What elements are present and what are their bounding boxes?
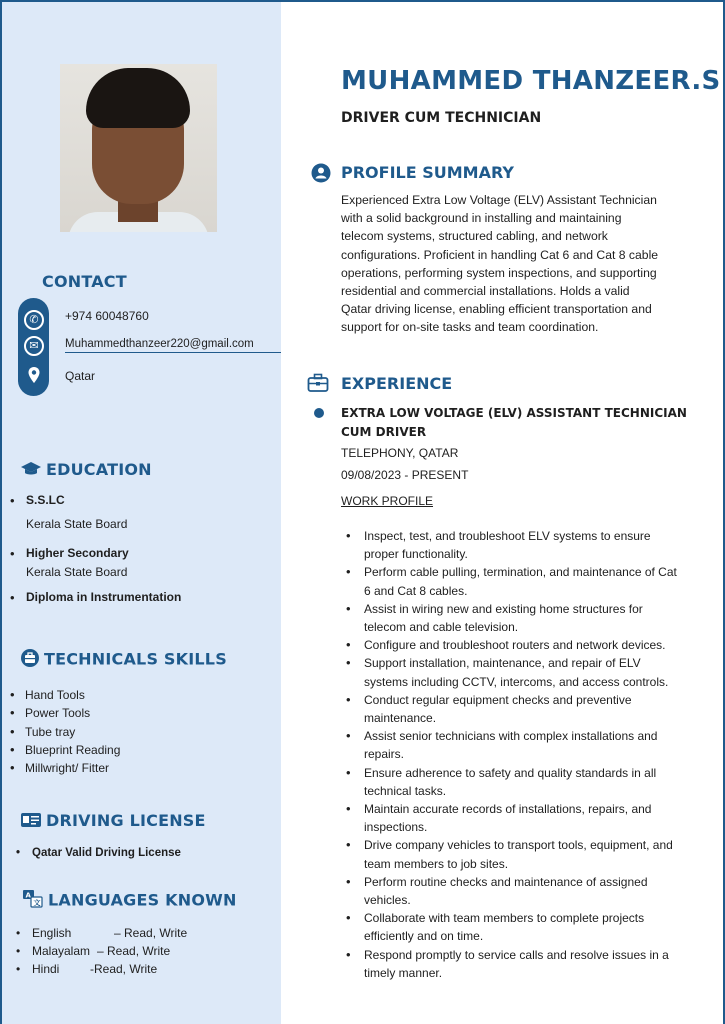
duties-list [344,527,714,982]
language-level: – Read, Write [114,926,188,940]
email-divider [65,352,281,353]
language-name: Malayalam [32,944,91,958]
summary-line: with a solid background in installing and maintaining [341,211,622,226]
duty-line: efficiently and on time. [364,929,484,944]
job-title-line: EXTRA LOW VOLTAGE (ELV) ASSISTANT TECHNICIAN [341,406,687,420]
education-degree: Higher Secondary [26,546,129,560]
sidebar: CONTACT ✆ ✉ +974 60048760 Muhammedthanzeer220@gmail.com Qatar EDUCATION • S.S.LC Kerala State Board • Higher Secondary Kerala State Board • Diploma in Instrumentation TECHNICALS SKILLS • Hand Tools • Power Tools • Tube tray • Blueprint Reading • Millwright/ Fitter DRIVING LICENSE • Qatar Valid Driving License A 文 LANGUAGES KNOWN • English – Read, Write • Malayalam – Read, Write • Hindi -Read, Write [2,2,281,1024]
person-role: DRIVER CUM TECHNICIAN [341,110,542,126]
summary-line: telecom systems, structured cabling, and network [341,229,608,244]
duty-item [344,800,714,836]
duty-line: • Maintain accurate records of installations, repairs, and [364,802,652,817]
skills-list [10,686,120,777]
driving-heading [20,811,206,832]
duty-line: vehicles. [364,893,411,908]
person-name: MUHAMMED THANZEER.S [341,66,721,96]
skill-item: • Blueprint Reading [10,741,120,759]
driving-heading-label: DRIVING LICENSE [46,811,206,830]
duty-line: inspections. [364,820,428,835]
education-heading [20,460,152,481]
duty-line: • Collaborate with team members to complete projects [364,911,645,926]
duty-line: technical tasks. [364,783,447,798]
profile-summary-heading: PROFILE SUMMARY [341,163,514,182]
work-profile-label: WORK PROFILE [341,494,434,508]
driving-license-text: Qatar Valid Driving License [32,847,181,859]
duty-item [344,727,714,763]
summary-line: Experienced Extra Low Voltage (ELV) Assistant Technician [341,193,657,207]
education-board: Kerala State Board [26,565,128,579]
contact-email[interactable]: Muhammedthanzeer220@gmail.com [65,338,254,350]
duty-line: 6 and Cat 8 cables. [364,583,468,598]
duty-item [344,527,714,563]
duty-line: • Conduct regular equipment checks and preventive [364,692,632,707]
duty-line: systems including CCTV, intercoms, and access controls. [364,674,669,689]
languages-heading [22,889,237,913]
duty-item [344,600,714,636]
skill-item: • Millwright/ Fitter [10,759,120,777]
duty-line: • Perform cable pulling, termination, and maintenance of Cat [364,565,677,580]
duty-line: team members to job sites. [364,856,509,871]
license-card-icon [20,812,42,832]
summary-line: support for on-site tasks and team coordination. [341,320,599,335]
skill-item: • Power Tools [10,704,120,722]
svg-text:A: A [25,891,32,900]
toolbox-icon [20,648,40,672]
duty-item [344,946,714,982]
duty-item [344,873,714,909]
language-level: – Read, Write [97,944,171,958]
phone-icon: ✆ [24,310,44,330]
summary-line: configurations. Proficient in handling Cat 6 and Cat 8 cable [341,247,659,262]
duty-item [344,764,714,800]
summary-line: Qatar driving license, enabling efficient transportation and [341,302,652,317]
experience-timeline-dot [314,408,324,418]
contact-phone[interactable]: +974 60048760 [65,309,149,323]
skill-item: • Tube tray [10,723,120,741]
duty-item [344,691,714,727]
duty-line: • Ensure adherence to safety and quality standards in all [364,765,657,780]
duty-line: timely manner. [364,965,443,980]
skills-heading-label: TECHNICALS SKILLS [44,649,227,669]
experience-dates: 09/08/2023 - PRESENT [341,468,469,482]
duty-line: • Assist in wiring new and existing home structures for [364,601,643,616]
education-board: Kerala State Board [26,517,128,531]
email-icon: ✉ [24,336,44,356]
duty-line: proper functionality. [364,547,468,562]
svg-text:文: 文 [33,899,41,907]
duty-line: • Inspect, test, and troubleshoot ELV systems to ensure [364,529,651,543]
duty-line: maintenance. [364,711,437,726]
contact-location: Qatar [65,369,96,383]
experience-heading: EXPERIENCE [341,374,453,393]
experience-job-title [341,404,687,442]
profile-summary-text [341,191,711,337]
duty-line: • Configure and troubleshoot routers and network devices. [364,638,666,653]
language-name: Hindi [32,962,60,976]
duty-line: • Perform routine checks and maintenance of assigned [364,874,648,889]
duty-line: telecom and cable television. [364,620,519,635]
language-level: -Read, Write [90,962,158,976]
duty-line: • Respond promptly to service calls and resolve issues in a [364,947,669,962]
language-name: English [32,926,72,940]
education-degree: S.S.LC [26,493,65,507]
duty-line: • Support installation, maintenance, and repair of ELV [364,656,641,671]
education-degree: Diploma in Instrumentation [26,590,182,604]
contact-icon-bar [18,298,49,396]
profile-photo [60,64,217,232]
duty-item [344,909,714,945]
skill-item: • Hand Tools [10,686,120,704]
duty-item [344,563,714,599]
duty-line: repairs. [364,747,405,762]
duty-item [344,636,714,654]
duty-item [344,654,714,690]
job-title-line: CUM DRIVER [341,425,427,439]
education-heading-label: EDUCATION [46,460,152,479]
experience-company: TELEPHONY, QATAR [341,446,459,460]
summary-line: operations, performing system inspections, and supporting [341,265,657,280]
summary-line: residential and commercial installations. Holds a valid [341,284,630,299]
skills-heading [20,648,227,672]
location-icon [24,366,44,386]
languages-heading-label: LANGUAGES KNOWN [48,890,237,910]
contact-heading: CONTACT [42,272,127,291]
language-icon [22,889,44,913]
duty-item [344,836,714,872]
duty-line: • Drive company vehicles to transport tools, equipment, and [364,838,673,853]
briefcase-icon [307,373,327,393]
graduation-cap-icon [20,461,42,481]
profile-icon [311,163,331,183]
duty-line: • Assist senior technicians with complex installations and [364,729,658,744]
